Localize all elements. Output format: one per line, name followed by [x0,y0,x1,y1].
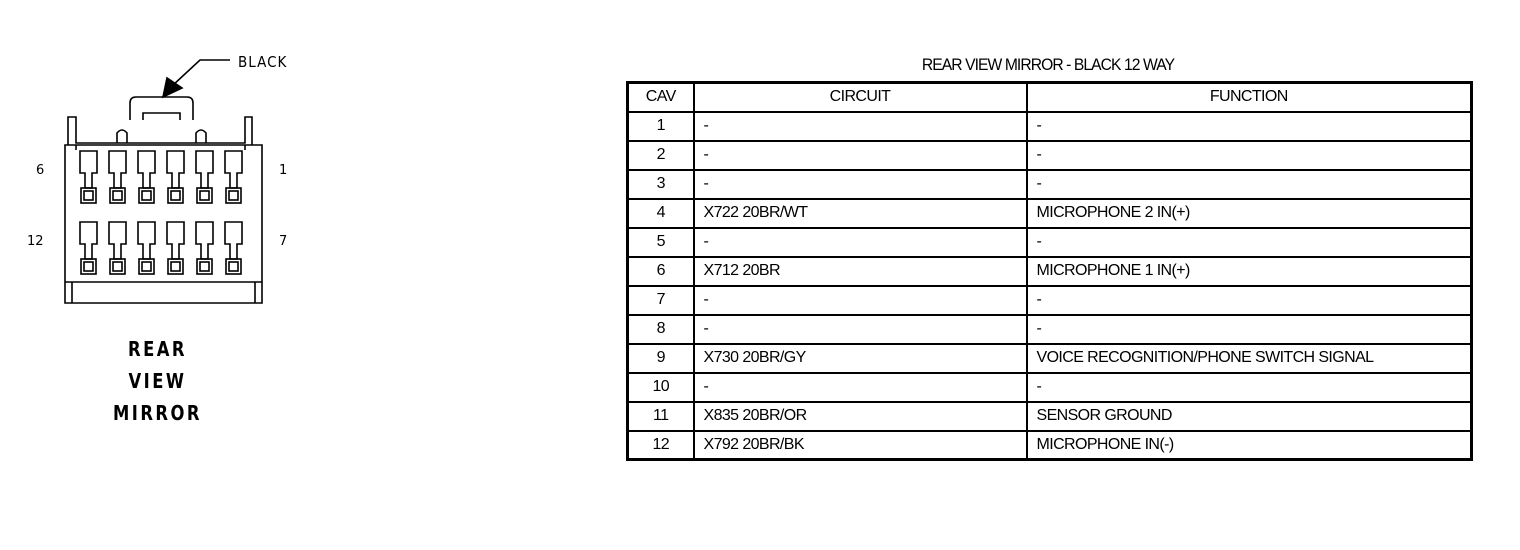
terminal-cavity [167,151,184,188]
table-row [628,112,1472,141]
cell-function: SENSOR GROUND [1027,402,1472,431]
cell-function: - [1027,286,1472,315]
terminal-cavity [138,151,155,188]
cell-circuit: - [694,112,1027,141]
table-row [628,402,1472,431]
terminal-square-inner [171,262,180,271]
pin-label-top-right: 1 [279,163,288,178]
cell-circuit: X792 20BR/BK [694,431,1027,460]
cavity-grid [80,151,242,274]
table-row [628,373,1472,402]
cell-circuit: - [694,373,1027,402]
terminal-cavity [109,151,126,188]
terminal-square-inner [84,262,93,271]
cell-function: - [1027,112,1472,141]
connector-caption-line-1: REAR [127,337,187,361]
table-row [628,170,1472,199]
cell-function: - [1027,170,1472,199]
terminal-cavity [109,222,126,259]
cell-circuit: - [694,286,1027,315]
cell-function: VOICE RECOGNITION/PHONE SWITCH SIGNAL [1027,344,1472,373]
header-function: FUNCTION [1027,83,1472,112]
pin-label-bottom-right: 7 [279,234,288,249]
terminal-cavity [225,222,242,259]
terminal-cavity [196,222,213,259]
cell-cav: 3 [628,170,694,199]
table-row [628,199,1472,228]
cell-circuit: X722 20BR/WT [694,199,1027,228]
terminal-square-inner [229,262,238,271]
cell-cav: 4 [628,199,694,228]
cell-circuit: X835 20BR/OR [694,402,1027,431]
terminal-square-inner [84,191,93,200]
cell-circuit: - [694,170,1027,199]
terminal-cavity [80,151,97,188]
pinout-table [626,81,1473,461]
table-header-row [628,83,1472,112]
cell-circuit: X730 20BR/GY [694,344,1027,373]
table-row [628,286,1472,315]
table-title: REAR VIEW MIRROR - BLACK 12 WAY [921,55,1175,74]
cell-cav: 1 [628,112,694,141]
cell-circuit: - [694,141,1027,170]
cell-cav: 6 [628,257,694,286]
header-cav: CAV [628,83,694,112]
table-row [628,141,1472,170]
cell-cav: 2 [628,141,694,170]
table-row [628,228,1472,257]
terminal-square-inner [200,262,209,271]
cell-cav: 11 [628,402,694,431]
terminal-square-inner [171,191,180,200]
cell-function: - [1027,315,1472,344]
pin-label-top-left: 6 [36,163,45,178]
table-row [628,257,1472,286]
terminal-square-inner [113,191,122,200]
connector-caption-line-3: MIRROR [112,401,202,425]
table-row [628,315,1472,344]
terminal-square-inner [142,262,151,271]
cell-cav: 8 [628,315,694,344]
cell-cav: 10 [628,373,694,402]
connector-color-label: BLACK [238,53,288,71]
header-circuit: CIRCUIT [694,83,1027,112]
connector-caption-line-2: VIEW [128,369,187,393]
cell-cav: 9 [628,344,694,373]
cell-function: - [1027,228,1472,257]
cell-circuit: - [694,315,1027,344]
table-row [628,344,1472,373]
cell-function: MICROPHONE IN(-) [1027,431,1472,460]
terminal-cavity [196,151,213,188]
terminal-square-inner [200,191,209,200]
terminal-square-inner [113,262,122,271]
terminal-cavity [138,222,155,259]
table-row [628,431,1472,460]
terminal-cavity [167,222,184,259]
cell-function: - [1027,373,1472,402]
cell-function: - [1027,141,1472,170]
connector-diagram [0,0,560,330]
cell-circuit: - [694,228,1027,257]
terminal-cavity [80,222,97,259]
terminal-square-inner [229,191,238,200]
terminal-square-inner [142,191,151,200]
pin-label-bottom-left: 12 [27,234,44,249]
cell-function: MICROPHONE 2 IN(+) [1027,199,1472,228]
terminal-cavity [225,151,242,188]
cell-function: MICROPHONE 1 IN(+) [1027,257,1472,286]
cell-circuit: X712 20BR [694,257,1027,286]
cell-cav: 7 [628,286,694,315]
color-leader-arrow [163,60,230,97]
cell-cav: 5 [628,228,694,257]
cell-cav: 12 [628,431,694,460]
